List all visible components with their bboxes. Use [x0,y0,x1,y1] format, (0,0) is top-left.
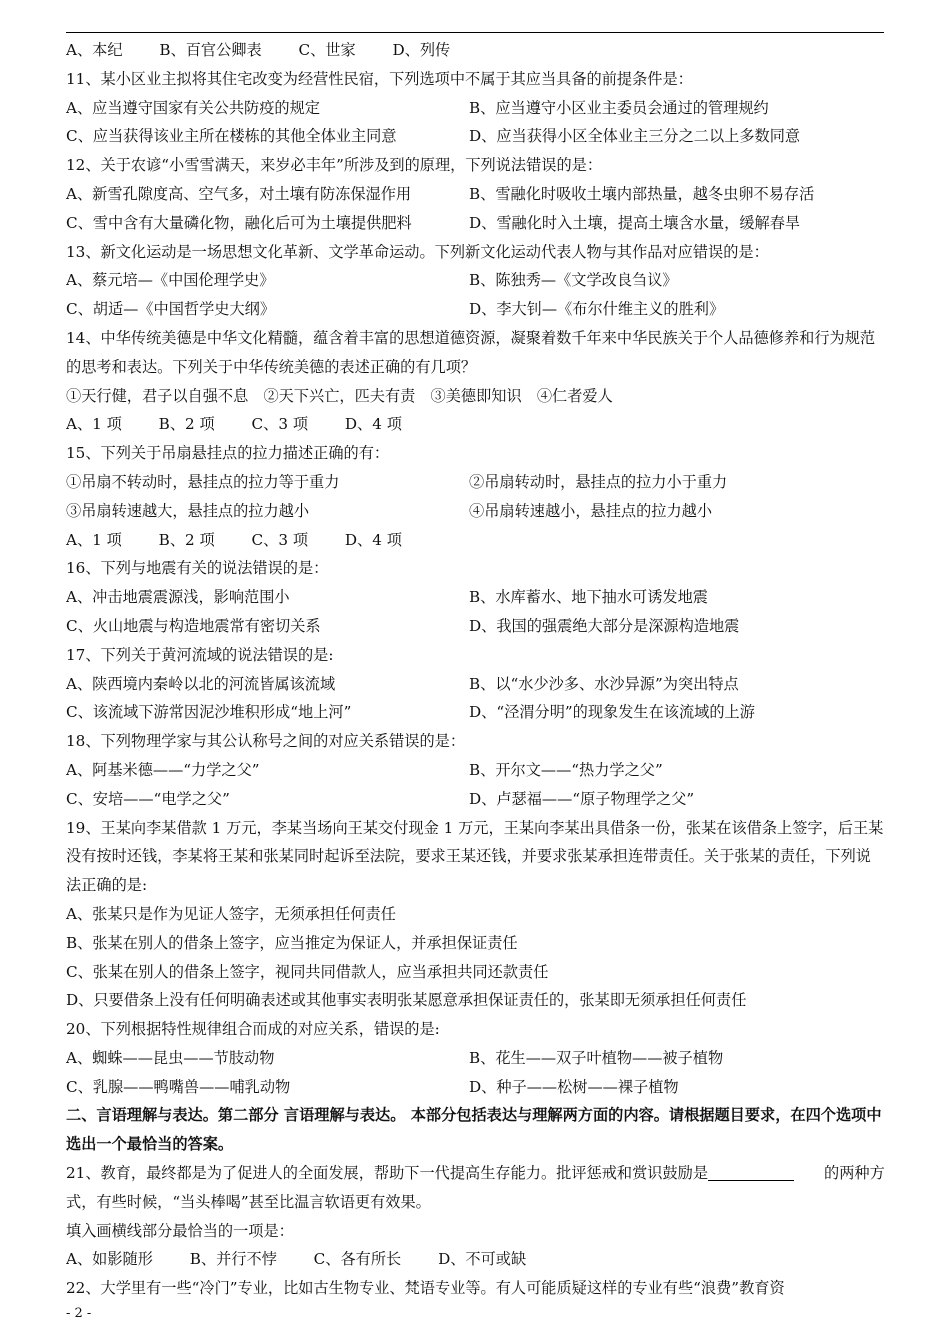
q21-stem-after: 的两种方式，有些时候，“当头棒喝”甚至比温言软语更有效果。 [66,1164,885,1211]
q15-item-2: ②吊扇转动时，悬挂点的拉力小于重力 [469,472,728,491]
q13-option-c: C、胡适—《中国哲学史大纲》 [66,300,276,319]
q10-option-d: D、列传 [392,41,451,59]
q16-option-c: C、火山地震与构造地震常有密切关系 [66,616,321,635]
q15-stem: 15、下列关于吊扇悬挂点的拉力描述正确的有： [66,444,390,463]
q15-option-a: A、1 项 [66,530,122,549]
q11-option-a: A、应当遵守国家有关公共防疫的规定 [66,98,320,117]
q13-stem: 13、新文化运动是一场思想文化革新、文学革命运动。下列新文化运动代表人物与其作品对应错误的是： [66,242,769,261]
q15-items-row-2 [66,497,886,526]
q16-options-row-1 [66,583,886,612]
q14-options [66,410,886,439]
section-2-heading: 二、言语理解与表达。第二部分 言语理解与表达。 本部分包括表达与理解两方面的内容。请根据题目要求，在四个选项中选出一个最恰当的答案。 [66,1106,882,1154]
q20-option-b: B、花生——双子叶植物——被子植物 [469,1048,724,1067]
q17-options-row-2 [66,698,886,727]
q17-option-d: D、“泾渭分明”的现象发生在该流域的上游 [469,703,755,722]
q16-option-b: B、水库蓄水、地下抽水可诱发地震 [469,588,708,607]
q21-stem [66,1159,886,1217]
q11-option-c: C、应当获得该业主所在楼栋的其他全体业主同意 [66,127,397,146]
q16-option-a: A、冲击地震震源浅，影响范围小 [66,588,290,607]
q10-options [66,36,886,65]
q13-option-d: D、李大钊—《布尔什维主义的胜利》 [469,300,725,319]
q18-option-b: B、开尔文——“热力学之父” [469,760,663,779]
q12-option-a: A、新雪孔隙度高、空气多，对土壤有防冻保湿作用 [66,184,412,203]
q15-option-d: D、4 项 [344,530,402,549]
exam-page-content [66,36,886,1303]
q19-option-c: C、张某在别人的借条上签字，视同共同借款人，应当承担共同还款责任 [66,962,549,981]
q14-option-b: B、2 项 [158,415,215,434]
q17-options-row-1 [66,670,886,699]
q12-option-c: C、雪中含有大量磷化物，融化后可为土壤提供肥料 [66,213,412,232]
q11-option-b: B、应当遵守小区业主委员会通过的管理规约 [469,98,769,117]
q15-item-1: ①吊扇不转动时，悬挂点的拉力等于重力 [66,472,340,491]
q20-options-row-2 [66,1073,886,1102]
q21-option-a: A、如影随形 [66,1250,153,1269]
q14-option-c: C、3 项 [251,415,309,434]
q19-option-b: B、张某在别人的借条上签字，应当推定为保证人，并承担保证责任 [66,933,518,952]
header-rule [66,32,884,33]
q12-options-row-1 [66,180,886,209]
q18-option-d: D、卢瑟福——“原子物理学之父” [469,789,695,808]
q22-stem: 22、大学里有一些“冷门”专业，比如古生物专业、梵语专业等。有人可能质疑这样的专业有些“浪费”教育资 [66,1279,785,1298]
q10-option-a: A、本纪 [66,41,123,59]
q12-options-row-2 [66,209,886,238]
q15-option-b: B、2 项 [158,530,215,549]
q13-options-row-1 [66,266,886,295]
q14-stem: 14、中华传统美德是中华文化精髓，蕴含着丰富的思想道德资源，凝聚着数千年来中华民族关于个人品德修养和行为规范的思考和表达。下列关于中华传统美德的表述正确的有几项？ [66,328,876,376]
q18-option-a: A、阿基米德——“力学之父” [66,760,260,779]
q14-option-d: D、4 项 [344,415,402,434]
q18-options-row-1 [66,756,886,785]
q18-options-row-2 [66,785,886,814]
q12-option-b: B、雪融化时吸收土壤内部热量，越冬虫卵不易存活 [469,184,815,203]
q20-stem: 20、下列根据特性规律组合而成的对应关系，错误的是: [66,1020,440,1039]
q19-option-d: D、只要借条上没有任何明确表述或其他事实表明张某愿意承担保证责任的，张某即无须承担任何责任 [66,991,747,1010]
q16-option-d: D、我国的强震绝大部分是深源构造地震 [469,616,740,635]
q17-option-b: B、以“水少沙多、水沙异源”为突出特点 [469,674,739,693]
q21-option-b: B、并行不悖 [189,1250,277,1269]
q15-item-4: ④吊扇转速越小，悬挂点的拉力越小 [469,501,712,520]
q17-option-a: A、陕西境内秦岭以北的河流皆属该流域 [66,674,336,693]
q13-option-b: B、陈独秀—《文学改良刍议》 [469,271,678,290]
q11-options-row-2 [66,122,886,151]
q18-stem: 18、下列物理学家与其公认称号之间的对应关系错误的是： [66,732,466,751]
q17-stem: 17、下列关于黄河流域的说法错误的是: [66,645,334,664]
q11-stem: 11、某小区业主拟将其住宅改变为经营性民宿，下列选项中不属于其应当具备的前提条件是： [66,69,693,88]
q20-option-c: C、乳腺——鸭嘴兽——哺乳动物 [66,1077,291,1096]
q15-options [66,526,886,555]
q14-items: ①天行健，君子以自强不息 ②天下兴亡，匹夫有责 ③美德即知识 ④仁者爱人 [66,386,613,405]
q13-options-row-2 [66,295,886,324]
q10-option-b: B、百官公卿表 [159,41,262,59]
q15-item-3: ③吊扇转速越大，悬挂点的拉力越小 [66,501,309,520]
q15-option-c: C、3 项 [251,530,309,549]
q11-options-row-1 [66,94,886,123]
q16-stem: 16、下列与地震有关的说法错误的是： [66,559,329,578]
q21-fill-blank [708,1162,794,1181]
q21-options [66,1245,886,1274]
q12-option-d: D、雪融化时入土壤，提高土壤含水量，缓解春旱 [469,213,801,232]
q14-option-a: A、1 项 [66,415,122,434]
q20-options-row-1 [66,1044,886,1073]
q10-option-c: C、世家 [298,41,356,59]
q12-stem: 12、关于农谚“小雪雪满天，来岁必丰年”所涉及到的原理，下列说法错误的是： [66,156,603,175]
q15-items-row-1 [66,468,886,497]
q21-option-d: D、不可或缺 [438,1250,527,1269]
q19-stem: 19、王某向李某借款 1 万元，李某当场向王某交付现金 1 万元，王某向李某出具借条一份，张某在该借条上签字，后王某没有按时还钱，李某将王某和张某同时起诉至法院，要求王某还钱，并要求张某承担连带责任。关于张某的责任，下列说法正确的是: [66,818,884,895]
q21-stem-before: 21、教育，最终都是为了促进人的全面发展，帮助下一代提高生存能力。批评惩戒和赏识鼓励是 [66,1164,709,1183]
q18-option-c: C、安培——“电学之父” [66,789,230,808]
q13-option-a: A、蔡元培—《中国伦理学史》 [66,271,275,290]
q20-option-d: D、种子——松树——裸子植物 [469,1077,679,1096]
q19-option-a: A、张某只是作为见证人签字，无须承担任何责任 [66,904,396,923]
q16-options-row-2 [66,612,886,641]
q17-option-c: C、该流域下游常因泥沙堆积形成“地上河” [66,703,352,722]
page-number: - 2 - [66,1306,92,1321]
q20-option-a: A、蜘蛛——昆虫——节肢动物 [66,1048,275,1067]
q11-option-d: D、应当获得小区全体业主三分之二以上多数同意 [469,127,801,146]
q21-option-c: C、各有所长 [313,1250,402,1269]
q21-prompt: 填入画横线部分最恰当的一项是： [66,1221,294,1240]
